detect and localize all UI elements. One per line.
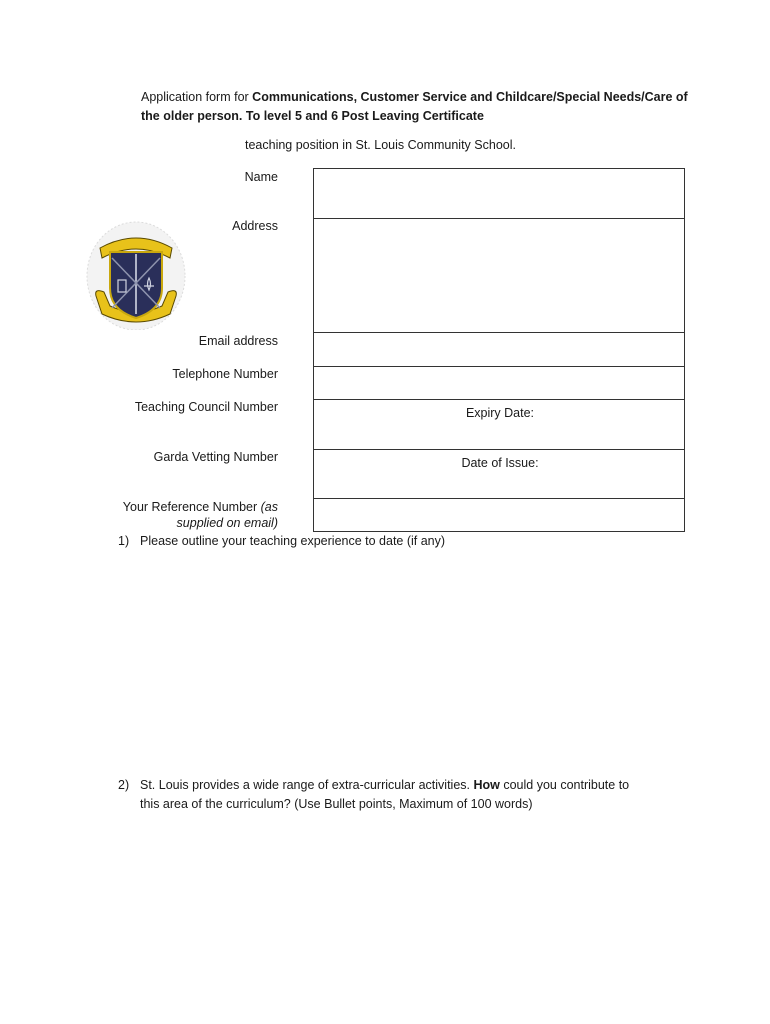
reference-label-text: Your Reference Number <box>122 500 258 514</box>
telephone-field[interactable] <box>313 366 685 400</box>
address-label: Address <box>232 219 278 233</box>
question-1-number: 1) <box>118 534 130 548</box>
teaching-council-label: Teaching Council Number <box>134 400 278 414</box>
email-field[interactable] <box>313 332 685 367</box>
teaching-council-field[interactable] <box>313 399 685 450</box>
question-2-answer-area[interactable] <box>140 822 685 1002</box>
title-prefix: Application form for <box>141 90 253 104</box>
question-2 <box>118 776 629 814</box>
garda-vetting-label: Garda Vetting Number <box>153 450 278 464</box>
telephone-label: Telephone Number <box>172 367 278 381</box>
question-1 <box>118 532 445 551</box>
expiry-date-label: Expiry Date: <box>465 406 535 420</box>
question-1-answer-area[interactable] <box>140 556 685 766</box>
email-label: Email address <box>198 334 278 348</box>
name-field[interactable] <box>313 168 685 219</box>
reference-note-1: (as <box>260 500 278 514</box>
date-of-issue-label: Date of Issue: <box>461 456 539 470</box>
question-2-text-bold: How <box>473 778 500 792</box>
question-2-number: 2) <box>118 778 130 792</box>
form-subtitle: teaching position in St. Louis Community School. <box>245 138 516 152</box>
question-2-text-before: St. Louis provides a wide range of extra-curricular activities. <box>140 778 474 792</box>
reference-label <box>123 499 278 531</box>
reference-number-field[interactable] <box>313 498 685 532</box>
reference-note-2: supplied on email) <box>176 516 278 530</box>
name-label: Name <box>244 170 278 184</box>
title-bold: Communications, Customer Service and Childcare/Special Needs/Care of the older person. To level 5 and 6 Post Leaving Certificate <box>141 90 688 123</box>
address-field[interactable] <box>313 218 685 333</box>
school-crest-icon <box>86 218 186 330</box>
question-2-line2: this area of the curriculum? (Use Bullet points, Maximum of 100 words) <box>140 797 533 811</box>
question-2-text-after: could you contribute to <box>499 778 630 792</box>
garda-vetting-field[interactable] <box>313 449 685 499</box>
form-title <box>141 88 701 126</box>
question-1-text: Please outline your teaching experience to date (if any) <box>140 534 446 548</box>
